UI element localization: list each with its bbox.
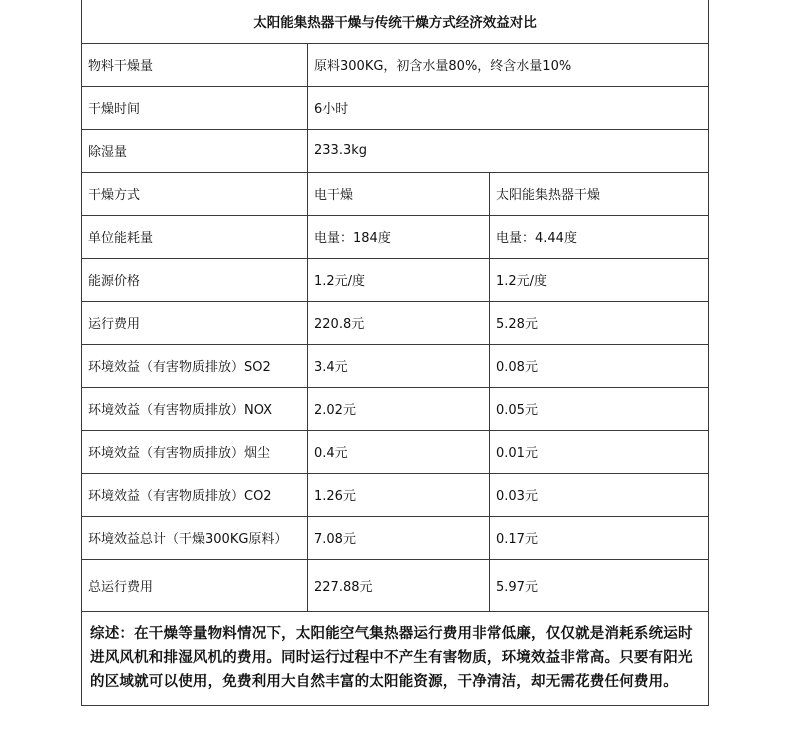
- electric-value: 电量：184度: [308, 215, 490, 258]
- row-label: 干燥方式: [82, 172, 308, 215]
- comparison-table: [81, 0, 709, 706]
- solar-value: 0.03元: [490, 473, 709, 516]
- row-label: 环境效益（有害物质排放）NOX: [82, 387, 308, 430]
- title-row: [82, 0, 709, 43]
- table-row: [82, 43, 709, 86]
- table-row: [82, 129, 709, 172]
- solar-value: 太阳能集热器干燥: [490, 172, 709, 215]
- row-label: 干燥时间: [82, 86, 308, 129]
- electric-value: 0.4元: [308, 430, 490, 473]
- table-row: [82, 301, 709, 344]
- row-label: 总运行费用: [82, 559, 308, 611]
- electric-value: 2.02元: [308, 387, 490, 430]
- solar-value: 1.2元/度: [490, 258, 709, 301]
- table-row: [82, 387, 709, 430]
- electric-value: 7.08元: [308, 516, 490, 559]
- solar-value: 5.97元: [490, 559, 709, 611]
- row-label: 环境效益（有害物质排放）CO2: [82, 473, 308, 516]
- solar-value: 0.01元: [490, 430, 709, 473]
- comparison-sheet: [81, 0, 708, 706]
- table-row: [82, 172, 709, 215]
- solar-value: 0.17元: [490, 516, 709, 559]
- solar-value: 0.05元: [490, 387, 709, 430]
- row-label: 物料干燥量: [82, 43, 308, 86]
- row-label: 环境效益（有害物质排放）SO2: [82, 344, 308, 387]
- row-label: 能源价格: [82, 258, 308, 301]
- row-label: 运行费用: [82, 301, 308, 344]
- table-row: [82, 215, 709, 258]
- table-row: [82, 473, 709, 516]
- table-row: [82, 559, 709, 611]
- electric-value: 1.2元/度: [308, 258, 490, 301]
- electric-value: 220.8元: [308, 301, 490, 344]
- table-row: [82, 258, 709, 301]
- table-row: [82, 430, 709, 473]
- solar-value: 0.08元: [490, 344, 709, 387]
- row-value: 233.3kg: [308, 129, 709, 172]
- solar-value: 5.28元: [490, 301, 709, 344]
- solar-value: 电量：4.44度: [490, 215, 709, 258]
- summary-row: [82, 611, 709, 705]
- electric-value: 电干燥: [308, 172, 490, 215]
- row-label: 除湿量: [82, 129, 308, 172]
- summary-text: 综述：在干燥等量物料情况下，太阳能空气集热器运行费用非常低廉，仅仅就是消耗系统运时进风风机和排湿风机的费用。同时运行过程中不产生有害物质，环境效益非常高。只要有阳光的区域就可以使用，免费利用大自然丰富的太阳能资源，干净清洁，却无需花费任何费用。: [82, 611, 709, 705]
- electric-value: 3.4元: [308, 344, 490, 387]
- table-row: [82, 516, 709, 559]
- row-value: 6小时: [308, 86, 709, 129]
- row-value: 原料300KG，初含水量80%，终含水量10%: [308, 43, 709, 86]
- electric-value: 227.88元: [308, 559, 490, 611]
- row-label: 单位能耗量: [82, 215, 308, 258]
- row-label: 环境效益总计（干燥300KG原料）: [82, 516, 308, 559]
- row-label: 环境效益（有害物质排放）烟尘: [82, 430, 308, 473]
- electric-value: 1.26元: [308, 473, 490, 516]
- table-row: [82, 344, 709, 387]
- table-row: [82, 86, 709, 129]
- table-title: 太阳能集热器干燥与传统干燥方式经济效益对比: [82, 0, 709, 43]
